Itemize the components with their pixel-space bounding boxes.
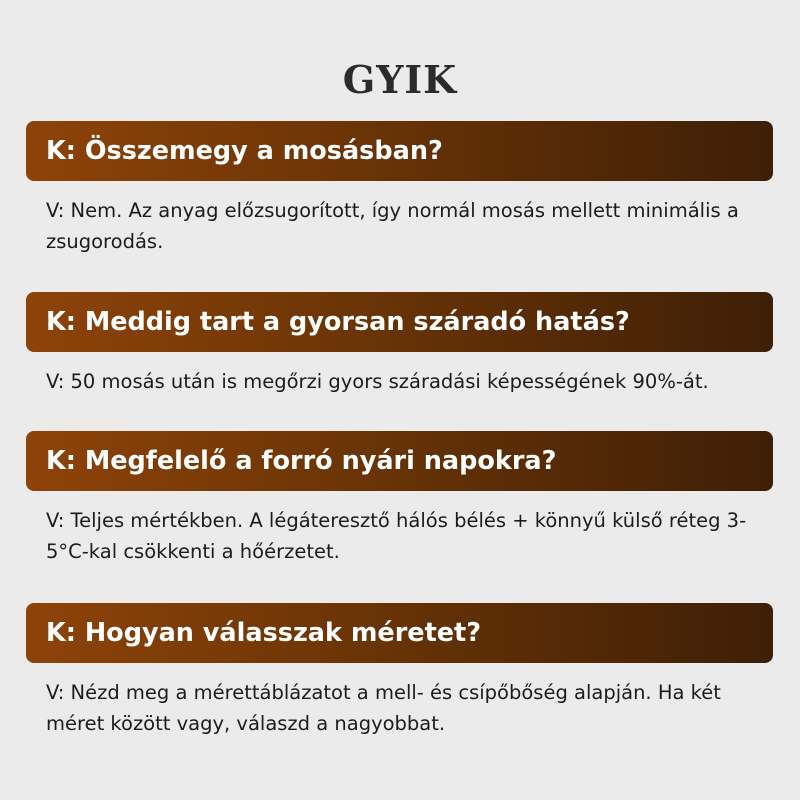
faq-question-3: K: Megfelelő a forró nyári napokra? — [26, 431, 773, 491]
faq-answer-1: V: Nem. Az anyag előzsugorított, így normál mosás mellett minimális a zsugorodás. — [46, 199, 739, 253]
page-title: GYIK — [342, 57, 458, 103]
faq-question-2: K: Meddig tart a gyorsan száradó hatás? — [26, 292, 773, 352]
faq-answer-4: V: Nézd meg a mérettáblázatot a mell- és csípőbőség alapján. Ha két méret között vagy, válaszd a nagyobbat. — [46, 681, 721, 735]
faq-question-1: K: Összemegy a mosásban? — [26, 121, 773, 181]
faq-item-4 — [26, 603, 773, 739]
faq-item-2 — [26, 292, 773, 397]
faq-item-1 — [26, 121, 773, 257]
faq-question-4: K: Hogyan válasszak méretet? — [26, 603, 773, 663]
faq-item-3 — [26, 431, 773, 567]
faq-answer-3: V: Teljes mértékben. A légáteresztő hálós bélés + könnyű külső réteg 3-5°C-kal csökkenti a hőérzetet. — [46, 509, 747, 563]
faq-answer-2: V: 50 mosás után is megőrzi gyors száradási képességének 90%-át. — [46, 370, 709, 393]
